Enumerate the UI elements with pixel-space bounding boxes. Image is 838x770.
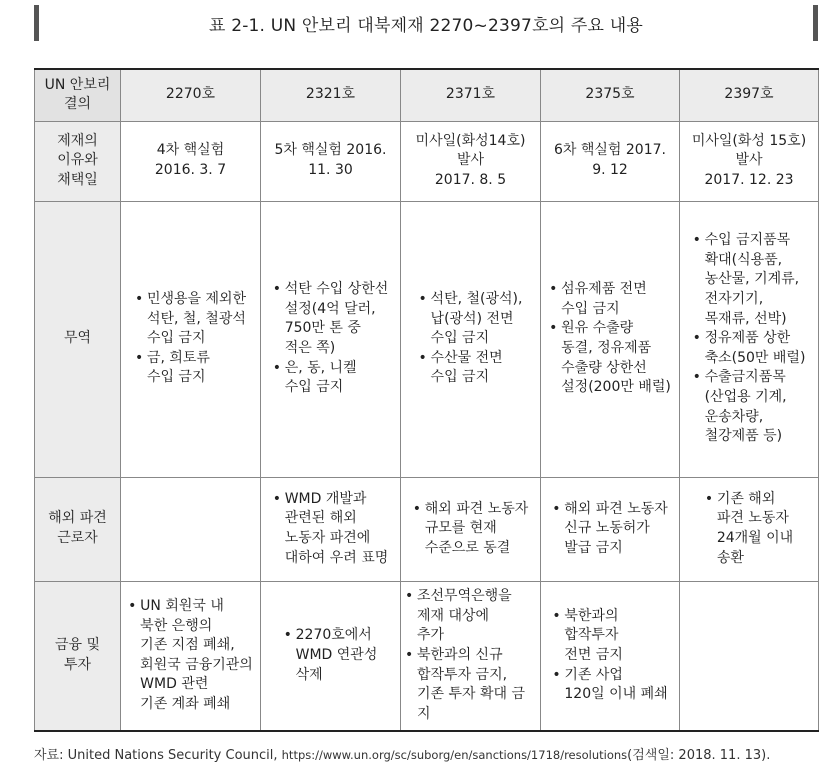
text-line: 파견 노동자 [716,510,789,527]
bullet-item [693,329,806,368]
text-line: 해외 파견 노동자 [424,500,529,517]
text-line: 수출량 상한선 [561,359,647,376]
text-line: 수입 금지 [284,379,344,396]
column-header: 2371호 [401,69,541,121]
row-header [35,477,121,581]
text-line: 해외 파견 [48,510,107,527]
text-line: 규모를 현재 [424,520,497,537]
text-line: 11. 30 [308,162,353,178]
text-line: 이유와 [57,152,98,169]
text-line: 노동자 파견에 [284,530,371,546]
bullet-list [273,280,389,398]
text-line: 기존 해외 [716,490,776,507]
table-cell [261,121,401,201]
text-line: 수출금지품목 [704,369,786,386]
text-line: 미사일(화성14호) [415,132,526,149]
table-cell [261,477,401,581]
column-header: 2397호 [680,69,819,121]
text-line: 북한과의 신규 [417,646,503,663]
text-line: 금융 및 [54,637,101,654]
column-header: 2375호 [541,69,680,121]
text-line: 수입 금지 [146,369,206,386]
bullet-item [693,231,806,329]
corner-label-line: UN 안보리 [44,76,111,93]
text-line: 발사 [456,152,485,169]
bullet-list [552,607,667,705]
text-line: 기존 투자 확대 금지 [417,686,526,722]
text-line: 금, 희토류 [146,349,210,366]
text-line: 설정(4억 달러, [284,300,376,317]
table-cell [261,581,401,731]
table-row [35,477,819,581]
text-line: WMD 연관성 [295,646,378,663]
text-line: 해외 파견 노동자 [564,500,668,517]
column-header: 2321호 [261,69,401,121]
text-line: 북한 은행의 [140,617,213,634]
text-line: 설정(200만 배럴) [561,379,671,396]
text-line: 은, 동, 니켈 [284,359,357,376]
bullet-list [419,290,523,388]
table-cell [261,201,401,477]
text-line: 석탄, 철(광석), [430,291,523,308]
text-line: 5차 핵실험 2016. [274,142,387,159]
text-line: 수입 금지 [430,369,490,386]
text-line: 대하여 우려 표명 [284,549,389,566]
bullet-list [273,490,389,568]
source-prefix: 자료: United Nations Security Council, [34,748,282,763]
text-line: 신규 노동허가 [564,520,650,537]
text-line: 기존 지점 폐쇄, [140,637,235,654]
text-line: 전면 금지 [564,646,623,663]
text-line: 채택일 [57,171,98,188]
table-cell [680,121,819,201]
text-line: 관련된 해외 [284,510,357,527]
text-line: 2017. 8. 5 [434,171,507,188]
header-row [35,69,819,121]
text-line: 목재류, 선박) [704,310,787,327]
table-cell [121,201,261,477]
text-line: (산업용 기계, [704,388,787,405]
bullet-item [405,587,536,646]
bullet-item [693,368,806,446]
text-line: 농산물, 기계류, [704,271,800,288]
bullet-item [273,280,389,358]
bullet-list [135,290,246,388]
bullet-item [273,359,389,398]
table-cell [541,201,680,477]
bullet-item [135,290,246,349]
text-line: 전자기기, [704,291,764,308]
bullet-list [284,626,378,685]
text-line: 2270호에서 [295,627,372,644]
column-header: 2270호 [121,69,261,121]
table-cell [680,201,819,477]
table-cell [401,121,541,201]
text-line: WMD 관련 [140,676,209,693]
text-line: 축소(50만 배럴) [704,349,806,366]
bullet-item [413,500,529,559]
row-header [35,581,121,731]
text-line: 무역 [63,330,92,347]
text-line: 섬유제품 전면 [561,281,647,298]
bullet-item [128,597,253,715]
corner-label-line: 결의 [63,96,92,113]
table-cell [401,201,541,477]
bullet-item [549,280,671,319]
bullet-list [552,500,668,559]
row-header [35,201,121,477]
table-cell [541,121,680,201]
text-line: 민생용을 제외한 [146,291,247,308]
text-line: 수입 금지품목 [704,232,791,249]
text-line: 추가 [417,627,445,644]
bullet-list [549,280,671,398]
text-line: UN 회원국 내 [140,597,224,614]
text-line: 수산물 전면 [430,349,503,366]
bullet-item [552,666,667,705]
text-line: 기존 사업 [564,666,623,683]
bullet-item [705,490,793,568]
text-line: 합작투자 [564,627,619,644]
source-suffix: (검색일: 2018. 11. 13). [627,748,771,763]
text-line: 삭제 [295,666,323,683]
table-cell [680,581,819,731]
bullet-item [552,607,667,666]
text-line: 기존 계좌 폐쇄 [140,695,231,712]
text-line: 9. 12 [592,162,628,178]
text-line: 수입 금지 [146,330,206,347]
bullet-item [273,490,389,568]
text-line: 회원국 금융기관의 [140,656,253,673]
bullet-list [693,231,806,447]
text-line: 근로자 [57,530,98,546]
bullet-item [549,319,671,397]
text-line: WMD 개발과 [284,490,367,507]
table-row [35,201,819,477]
table-cell [121,477,261,581]
text-line: 원유 수출량 [561,320,634,337]
bullet-item [419,290,523,349]
text-line: 조선무역은행을 [417,588,512,605]
text-line: 2017. 12. 23 [704,171,794,188]
text-line: 제재의 [57,132,98,149]
text-line: 6차 핵실험 2017. [554,142,666,159]
source-url[interactable]: https://www.un.org/sc/suborg/en/sanctions/1718/resolutions [281,748,628,762]
bullet-list [413,500,529,559]
bullet-list [405,587,536,724]
bullet-list [128,597,253,715]
bullet-item [405,646,536,724]
table-cell [401,581,541,731]
text-line: 24개월 이내 [716,530,794,546]
sanctions-table [34,68,819,732]
source-note [34,744,834,763]
text-line: 북한과의 [564,607,619,624]
table-title-bar [34,5,818,41]
bullet-item [135,349,246,388]
text-line: 발사 [735,152,763,169]
text-line: 정유제품 상한 [704,330,791,347]
table-cell [121,121,261,201]
text-line: 2016. 3. 7 [154,162,227,178]
text-line: 750만 톤 중 [284,320,361,337]
bullet-item [284,626,378,685]
table-cell [680,477,819,581]
text-line: 수입 금지 [430,330,490,347]
bullet-item [552,500,668,559]
row-header [35,121,121,201]
text-line: 발급 금지 [564,539,623,556]
text-line: 송환 [716,549,744,566]
text-line: 운송차량, [704,408,764,425]
table-cell [401,477,541,581]
text-line: 납(광석) 전면 [430,310,514,327]
text-line: 철강제품 등) [704,428,783,445]
text-line: 미사일(화성 15호) [691,132,807,149]
table-row [35,581,819,731]
text-line: 확대(식용품, [704,251,783,268]
text-line: 석탄, 철, 철광석 [146,310,246,327]
table-cell [121,581,261,731]
text-line: 동결, 정유제품 [561,340,652,356]
table-title: 표 2-1. UN 안보리 대북제재 2270~2397호의 주요 내용 [208,15,644,36]
text-line: 적은 쪽) [284,340,336,356]
text-line: 석탄 수입 상한선 [284,281,389,298]
table-cell [541,477,680,581]
table-cell [541,581,680,731]
bullet-item [419,349,523,388]
bullet-list [705,490,793,568]
text-line: 4차 핵실험 [156,142,225,159]
table-row [35,121,819,201]
text-line: 투자 [63,656,92,673]
text-line: 120일 이내 폐쇄 [564,686,668,703]
text-line: 합작투자 금지, [417,666,508,683]
text-line: 수준으로 동결 [424,539,511,556]
text-line: 수입 금지 [561,300,620,317]
text-line: 제재 대상에 [417,607,490,624]
header-corner [35,69,121,121]
